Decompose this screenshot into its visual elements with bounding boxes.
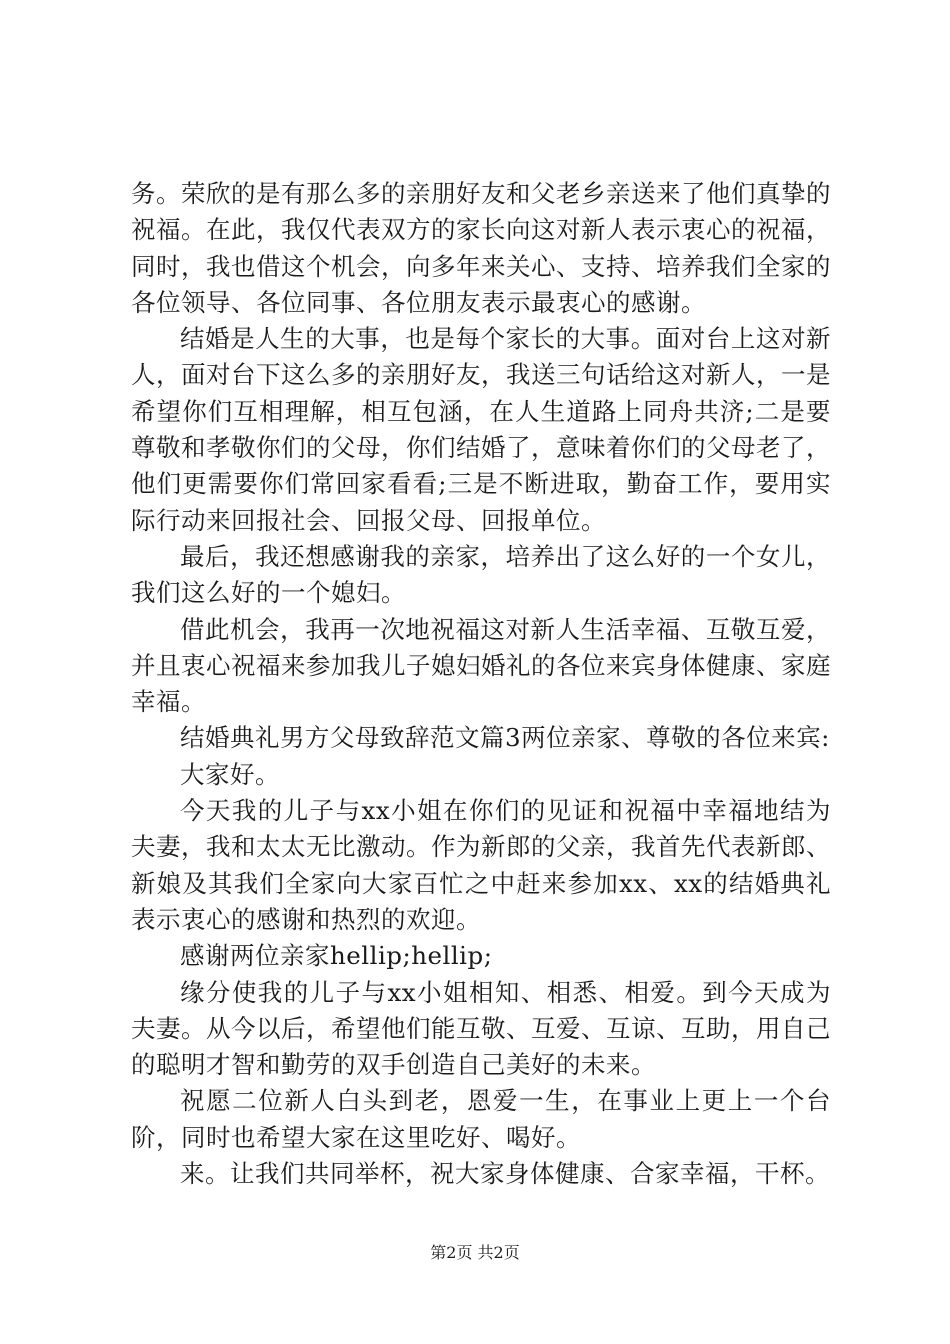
paragraph: 借此机会，我再一次地祝福这对新人生活幸福、互敬互爱，并且衷心祝福来参加我儿子媳妇婚礼的各位来宾身体健康、家庭幸福。 bbox=[131, 614, 831, 717]
paragraph: 感谢两位亲家hellip;hellip; bbox=[180, 941, 493, 971]
paragraph: 结婚是人生的大事，也是每个家长的大事。面对台上这对新人，面对台下这么多的亲朋好友，我送三句话给这对新人，一是希望你们互相理解，相互包涵，在人生道路上同舟共济;二是要尊敬和孝敬你们的父母，你们结婚了，意味着你们的父母老了，他们更需要你们常回家看看;三是不断进取，勤奋工作，要用实际行动来回报社会、回报父母、回报单位。 bbox=[131, 324, 831, 535]
section-heading-paragraph: 结婚典礼男方父母致辞范文篇3两位亲家、尊敬的各位来宾: bbox=[180, 723, 830, 753]
page-number-footer: 第2页 共2页 bbox=[430, 1243, 520, 1262]
closing-paragraph: 来。让我们共同举杯，祝大家身体健康、合家幸福，干杯。 bbox=[180, 1159, 830, 1189]
paragraph: 祝愿二位新人白头到老，恩爱一生，在事业上更上一个台阶，同时也希望大家在这里吃好、喝好。 bbox=[131, 1086, 831, 1152]
paragraph: 务。荣欣的是有那么多的亲朋好友和父老乡亲送来了他们真挚的祝福。在此，我仅代表双方的家长向这对新人表示衷心的祝福，同时，我也借这个机会，向多年来关心、支持、培养我们全家的各位领导、各位同事、各位朋友表示最衷心的感谢。 bbox=[131, 179, 831, 317]
greeting-paragraph: 大家好。 bbox=[180, 759, 280, 789]
document-body bbox=[131, 176, 831, 1192]
paragraph: 最后，我还想感谢我的亲家，培养出了这么好的一个女儿，我们这么好的一个媳妇。 bbox=[131, 541, 831, 608]
paragraph: 缘分使我的儿子与xx小姐相知、相悉、相爱。到今天成为夫妻。从今以后，希望他们能互敬、互爱、互谅、互助，用自己的聪明才智和勤劳的双手创造自己美好的未来。 bbox=[131, 977, 831, 1080]
paragraph: 今天我的儿子与xx小姐在你们的见证和祝福中幸福地结为夫妻，我和太太无比激动。作为新郎的父亲，我首先代表新郎、新娘及其我们全家向大家百忙之中赶来参加xx、xx的结婚典礼表示衷心的感谢和热烈的欢迎。 bbox=[131, 796, 831, 934]
